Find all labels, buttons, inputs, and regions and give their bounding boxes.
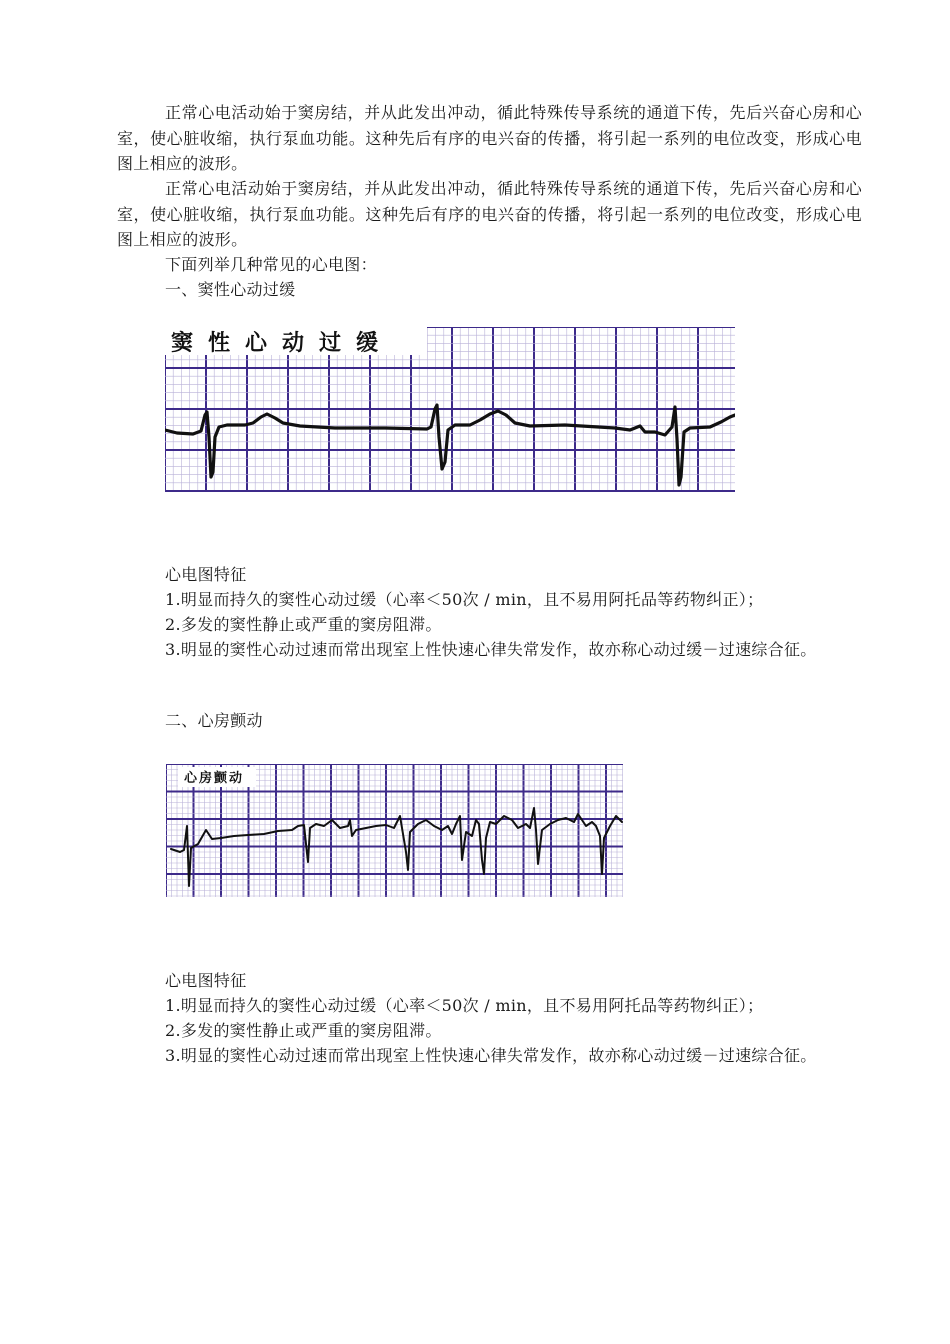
section-1-feature-2: 2.多发的窦性静止或严重的窦房阻滞。 bbox=[165, 615, 442, 634]
intro-paragraph-1: 正常心电活动始于窦房结，并从此发出冲动，循此特殊传导系统的通道下传，先后兴奋心房和心室，使心脏收缩，执行泵血功能。这种先后有序的电兴奋的传播，将引起一系列的电位改变，形成心电图上相应的波形。 bbox=[117, 103, 862, 173]
ecg-strip-sinus-bradycardia bbox=[165, 327, 735, 492]
section-1-feature-3: 3.明显的窦性心动过速而常出现室上性快速心律失常发作，故亦称心动过缓－过速综合征。 bbox=[165, 640, 817, 659]
section-2-heading: 二、心房颤动 bbox=[165, 711, 263, 730]
section-1-heading: 一、窦性心动过缓 bbox=[165, 280, 296, 299]
intro-paragraph-2: 正常心电活动始于窦房结，并从此发出冲动，循此特殊传导系统的通道下传，先后兴奋心房和心室，使心脏收缩，执行泵血功能。这种先后有序的电兴奋的传播，将引起一系列的电位改变，形成心电图上相应的波形。 bbox=[117, 179, 862, 249]
section-1-feature-1: 1.明显而持久的窦性心动过缓（心率＜50次 / min，且不易用阿托品等药物纠正）； bbox=[165, 590, 764, 609]
ecg-strip-label: 窦性心动过缓 bbox=[171, 331, 394, 356]
ecg-strip-atrial-fibrillation bbox=[166, 764, 623, 897]
section-2-feature-3: 3.明显的窦性心动过速而常出现室上性快速心律失常发作，故亦称心动过缓－过速综合征。 bbox=[165, 1046, 817, 1065]
section-2-feature-1: 1.明显而持久的窦性心动过缓（心率＜50次 / min，且不易用阿托品等药物纠正）； bbox=[165, 996, 764, 1015]
ecg-strip-label: 心房颤动 bbox=[184, 771, 245, 786]
section-2-feature-2: 2.多发的窦性静止或严重的窦房阻滞。 bbox=[165, 1021, 442, 1040]
section-1-features-title: 心电图特征 bbox=[165, 565, 247, 584]
section-2-features-title: 心电图特征 bbox=[165, 971, 247, 990]
lead-in-text: 下面列举几种常见的心电图： bbox=[165, 255, 377, 274]
